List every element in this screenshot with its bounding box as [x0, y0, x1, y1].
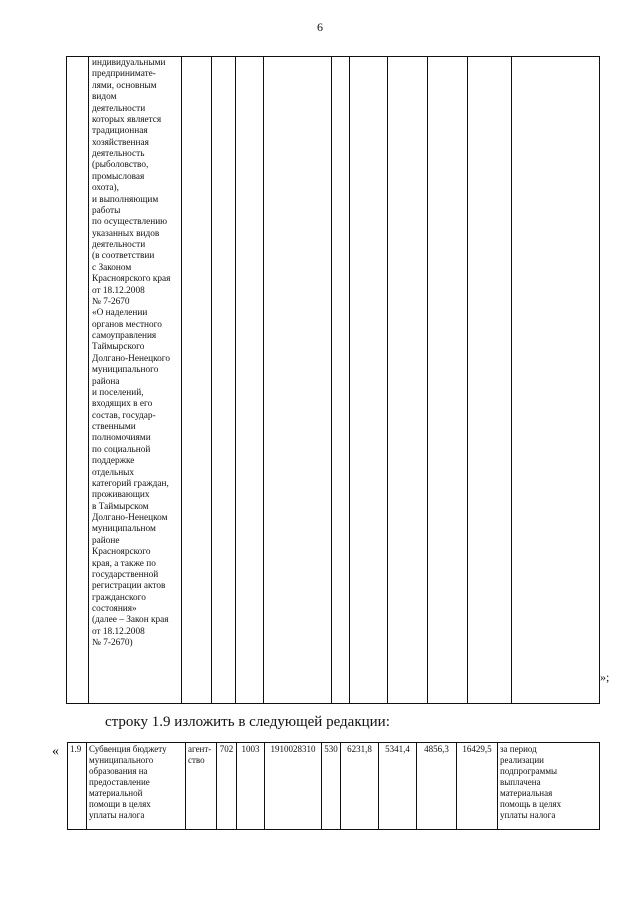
empty-cell: [332, 57, 350, 704]
empty-cell: [428, 57, 468, 704]
year1-cell: 6231,8: [341, 743, 379, 830]
grbs-cell: агент- ство: [186, 743, 217, 830]
code-cell: 702: [217, 743, 237, 830]
closing-quote-mark: »;: [600, 670, 610, 684]
table-row: [68, 743, 600, 830]
empty-cell: [350, 57, 388, 704]
row-name: Субвенция бюджету муниципального образования на предоставление материальной помощи в целях уплаты налога: [87, 743, 186, 830]
amendment-heading: строку 1.9 изложить в следующей редакции:: [105, 714, 390, 730]
csr-cell: 1910028310: [265, 743, 322, 830]
empty-cell: [388, 57, 428, 704]
empty-cell: [264, 57, 332, 704]
row-number: 1.9: [68, 743, 87, 830]
year3-cell: 4856,3: [417, 743, 457, 830]
row-1-9-table: [67, 742, 600, 830]
opening-quote-mark: «: [52, 744, 59, 759]
vr-cell: 530: [322, 743, 341, 830]
empty-cell: [67, 57, 89, 704]
total-cell: 16429,5: [457, 743, 498, 830]
continuation-table: [66, 56, 600, 704]
empty-cell: [236, 57, 264, 704]
year2-cell: 5341,4: [379, 743, 417, 830]
empty-cell: [468, 57, 512, 704]
description-cell: индивидуальными предпринимате- лями, основным видом деятельности которых является традиционная хозяйственная деятельность (рыболовство, промысловая охота), и выполняющим работы по осуществлению указанных видов деятельности (в соответствии с Законом Красноярского края от 18.12.2008 № 7-2670 «О наделении органов местного самоуправления Таймырского Долгано-Ненецкого муниципального района и поселений, входящих в его состав, государ- ственными полномочиями по социальной поддержке отдельных категорий граждан, проживающих в Таймырском Долгано-Ненецком муниципальном районе Красноярского края, а также по государственной регистрации актов гражданского состояния» (далее – Закон края от 18.12.2008 № 7-2670): [89, 57, 182, 704]
empty-cell: [512, 57, 600, 704]
rzpr-cell: 1003: [237, 743, 265, 830]
result-cell: за период реализации подпрограммы выплачена материальная помощь в целях уплаты налога: [498, 743, 600, 830]
page-number: 6: [317, 20, 323, 34]
empty-cell: [182, 57, 212, 704]
empty-cell: [212, 57, 236, 704]
